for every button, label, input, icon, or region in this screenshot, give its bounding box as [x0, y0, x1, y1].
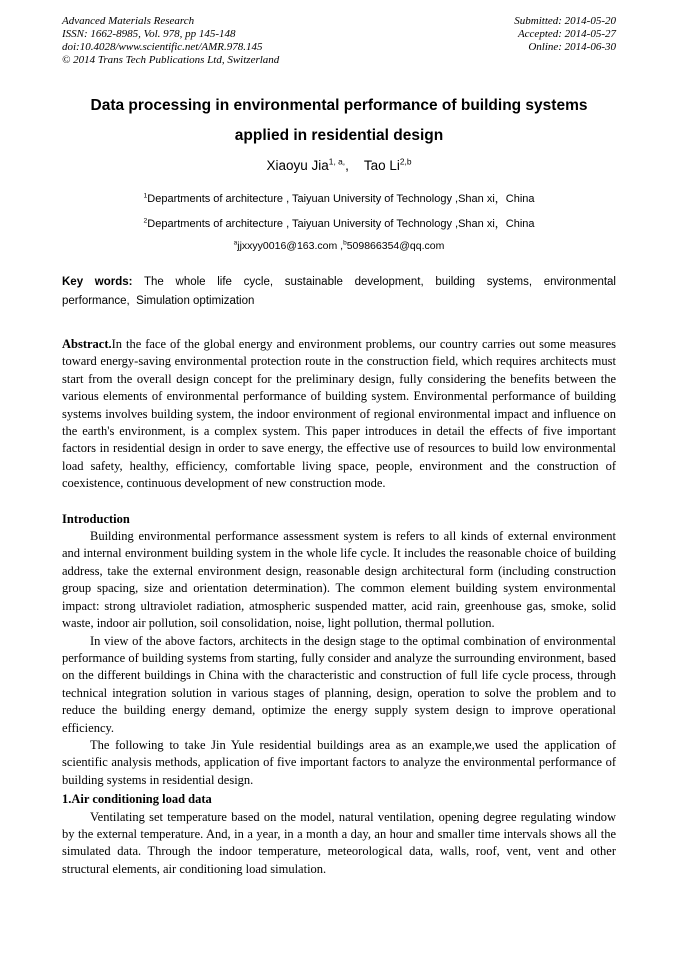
email-b-superscript: b [343, 239, 347, 247]
section-heading-introduction: Introduction [62, 511, 130, 526]
accepted-date: Accepted: 2014-05-27 [517, 28, 616, 40]
author-1-name: Xiaoyu Jia [266, 158, 329, 173]
affiliation-2-superscript: 2 [143, 217, 148, 225]
author-2-superscript: 2,b [399, 156, 412, 167]
email-a: jjxxyy0016@163.com , [237, 240, 344, 252]
keywords-label: Key words: [62, 276, 133, 288]
affiliation-1-superscript: 1 [143, 192, 148, 200]
affiliation-1-text: Departments of architecture , Taiyuan University of Technology ,Shan xi，China [147, 193, 535, 205]
journal-issn-line: ISSN: 1662-8985, Vol. 978, pp 145-148 [62, 28, 236, 40]
journal-info [62, 15, 279, 67]
email-a-superscript: a [233, 239, 238, 247]
affiliation-1 [62, 190, 616, 206]
paper-title-line-2: applied in residential design [234, 127, 444, 144]
submission-dates [514, 15, 616, 67]
journal-name: Advanced Materials Research [62, 15, 195, 27]
abstract-paragraph [62, 336, 616, 493]
email-b: 509866354@qq.com [346, 240, 445, 252]
authors-separator: , [345, 158, 364, 173]
affiliation-2-text: Departments of architecture , Taiyuan University of Technology ,Shan xi，China [147, 218, 535, 230]
air-conditioning-paragraph-1: Ventilating set temperature based on the model, natural ventilation, opening degree regulating window by the external temperature. And, in a year, in a month a day, an hour and smaller time intervals shows all the simulated data. Through the indoor temperature, meteorological data, walls, roof, vent, vent and other structural elements, air conditioning load simulation. [62, 809, 616, 876]
introduction-paragraph-1: Building environmental performance assessment system is refers to all kinds of external environment and internal environment building system in the whole life cycle. It includes the reasonable choice of building address, take the external environment design, reasonable design architectural form (including construction group spacing, size and orientation determination). The common element building system environmental impact: strong ultraviolet radiation, atmospheric suspended matter, acid rain, greenhouse gas, smoke, solid waste, indoor air pollution, soil consolidation, noise, light pollution, thermal pollution. [62, 529, 616, 631]
journal-header [62, 15, 616, 67]
affiliation-2 [62, 215, 616, 231]
section-heading-air-conditioning-load-data: 1.Air conditioning load data [62, 792, 212, 807]
submitted-date: Submitted: 2014-05-20 [514, 15, 616, 27]
paper-title-line-1: Data processing in environmental performance of building systems [90, 97, 588, 114]
author-emails [62, 240, 616, 252]
keywords-line [62, 273, 616, 311]
author-1-superscript: 1, a, [328, 156, 346, 167]
introduction-paragraph-2: In view of the above factors, architects in the design stage to the optimal combination of environmental performance of building systems from starting, fully consider and analyze the surrounding environment, based on the different buildings in China with the characteristic and construction of full life cycle process, through technical integration solution in various stages of planning, design, operation to solve the problem and to reduce the building energy demand, optimize the energy supply system design to improve operational efficiency. [62, 633, 616, 735]
paper-title [62, 91, 616, 151]
abstract-text: In the face of the global energy and environment problems, our country carries out some measures toward energy-saving environmental protection route in the construction field, which requires architects must start from the overall design concept for the preliminary design, fully considering the benefits between the various elements of environmental performance of building system. Environmental performance of building systems involves building system, the indoor environment of regional environmental impact and influence on the earth's environment, is a complex system. This paper introduces in detail the effects of five important factors in residential design in order to save energy, the effective use of resources to build low environmental load safety, healthy, efficiency, comfortable living space, people, environment and the construction of coexistence, continuous development of new construction mode. [62, 337, 616, 491]
abstract-label: Abstract. [62, 337, 112, 351]
introduction-paragraph-3: The following to take Jin Yule residential buildings area as an example,we used the application of scientific analysis methods, application of five important factors to analyze the environmental performance of building systems in residential design. [62, 737, 616, 787]
keywords-text: The whole life cycle, sustainable development, building systems, environmental performance, Simulation optimization [62, 276, 616, 307]
authors-line [62, 158, 616, 173]
journal-doi-line: doi:10.4028/www.scientific.net/AMR.978.145 [62, 41, 263, 53]
journal-copyright-line: © 2014 Trans Tech Publications Ltd, Switzerland [62, 54, 280, 66]
author-2-name: Tao Li [363, 158, 400, 173]
affiliations-block [62, 190, 616, 252]
online-date: Online: 2014-06-30 [528, 41, 616, 53]
